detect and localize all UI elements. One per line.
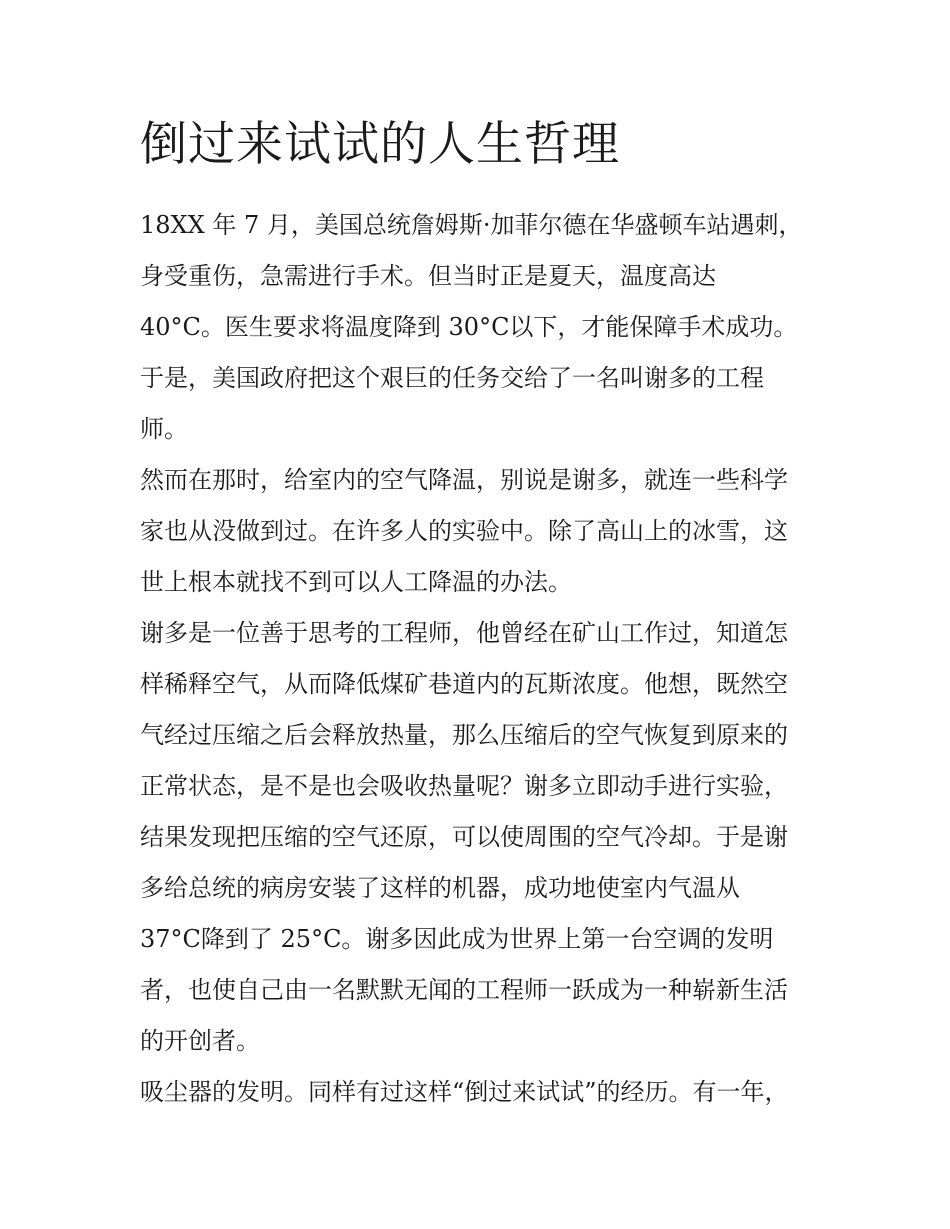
text-line: 世上根本就找不到可以人工降温的办法。 bbox=[140, 568, 572, 596]
text-line: 多给总统的病房安装了这样的机器，成功地使室内气温从 bbox=[140, 874, 740, 902]
text-line: 18XX 年 7 月，美国总统詹姆斯·加菲尔德在华盛顿车站遇刺， bbox=[140, 211, 803, 239]
document-title: 倒过来试试的人生哲理 bbox=[140, 117, 620, 172]
text-line: 然而在那时，给室内的空气降温，别说是谢多，就连一些科学 bbox=[140, 466, 788, 494]
text-line: 者，也使自己由一名默默无闻的工程师一跃成为一种崭新生活 bbox=[140, 976, 788, 1004]
text-line: 的开创者。 bbox=[140, 1027, 260, 1055]
text-line: 家也从没做到过。在许多人的实验中。除了高山上的冰雪，这 bbox=[140, 517, 788, 545]
text-line: 样稀释空气，从而降低煤矿巷道内的瓦斯浓度。他想，既然空 bbox=[140, 670, 788, 698]
text-line: 谢多是一位善于思考的工程师，他曾经在矿山工作过，知道怎 bbox=[140, 619, 788, 647]
text-line: 40°C。医生要求将温度降到 30°C以下，才能保障手术成功。 bbox=[140, 313, 798, 341]
text-line: 于是，美国政府把这个艰巨的任务交给了一名叫谢多的工程 bbox=[140, 364, 764, 392]
text-line: 吸尘器的发明。同样有过这样“倒过来试试”的经历。有一年， bbox=[140, 1078, 789, 1106]
text-line: 正常状态，是不是也会吸收热量呢？谢多立即动手进行实验， bbox=[140, 772, 788, 800]
document-body bbox=[140, 200, 820, 1118]
text-line: 结果发现把压缩的空气还原，可以使周围的空气冷却。于是谢 bbox=[140, 823, 788, 851]
text-line: 师。 bbox=[140, 415, 188, 443]
text-line: 37°C降到了 25°C。谢多因此成为世界上第一台空调的发明 bbox=[140, 925, 774, 953]
text-line: 身受重伤，急需进行手术。但当时正是夏天，温度高达 bbox=[140, 262, 716, 290]
text-line: 气经过压缩之后会释放热量，那么压缩后的空气恢复到原来的 bbox=[140, 721, 788, 749]
